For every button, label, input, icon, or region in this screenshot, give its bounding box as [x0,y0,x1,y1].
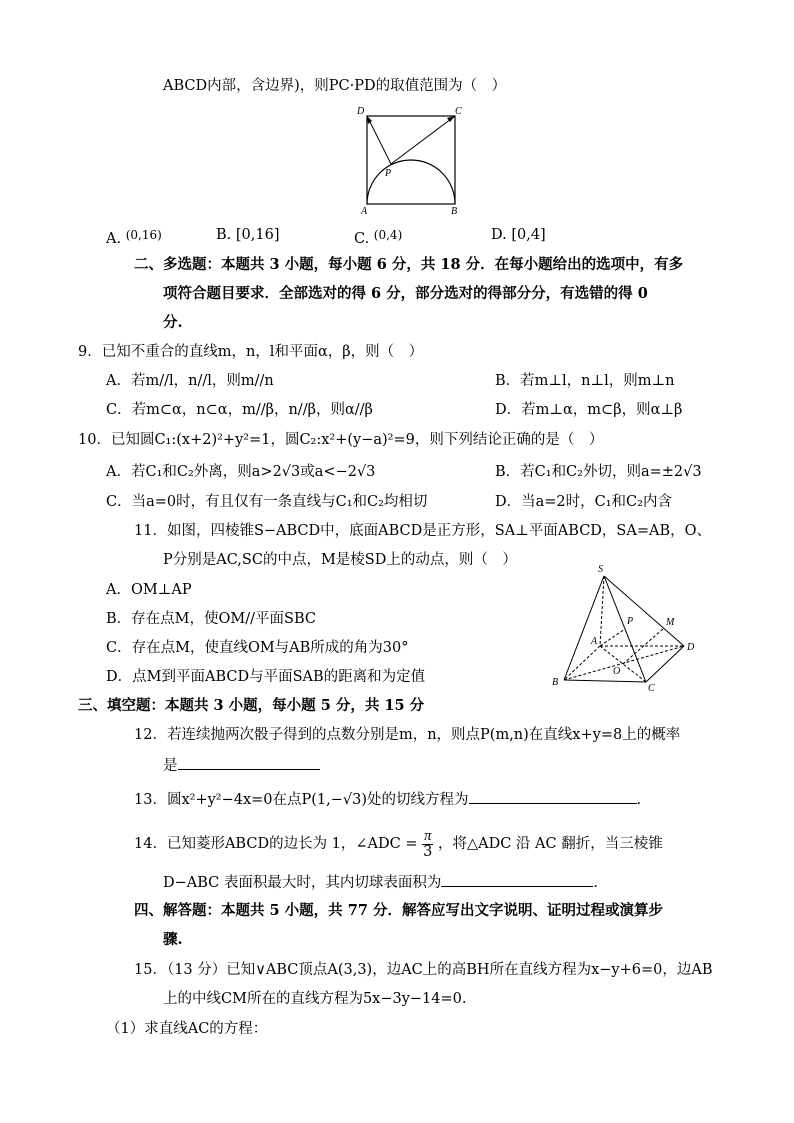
label-b: B [552,677,559,688]
q8-option-a: A. $^{(0,16)}$ [106,228,162,247]
q11-line2: P分别是AC,SC的中点，M是棱SD上的动点，则（ ） [163,552,517,568]
label-a: A [361,206,368,216]
section4-line1: 四、解答题：本题共 5 小题，共 77 分．解答应写出文字说明、证明过程或演算步 [134,902,663,919]
q9-option-a: A．若m//l，n//l，则m//n [106,373,274,389]
q11-option-b: B．存在点M，使OM//平面SBC [106,611,316,627]
q11-line1: 11．如图，四棱锥S−ABCD中，底面ABCD是正方形，SA⊥平面ABCD，SA=AB，O、 [134,523,711,539]
label-d: D [687,642,695,653]
q10-option-d: D．当a=2时，C₁和C₂内含 [495,494,672,510]
section2-line1: 二、多选题：本题共 3 小题，每小题 6 分，共 18 分．在每小题给出的选项中，有多 [134,256,684,273]
q9-stem: 9．已知不重合的直线m，n，l和平面α，β，则（ ） [78,344,424,360]
q8-option-d: D. [0,4] [491,227,546,243]
arrowhead-d [367,116,372,124]
semicircle-arc [367,160,455,204]
q11-option-d: D．点M到平面ABCD与平面SAB的距离和为定值 [106,669,426,685]
q15-line2: 上的中线CM所在的直线方程为5x−3y−14=0. [163,991,467,1007]
edge-bc [564,680,646,682]
q14-fraction: $\frac{\pi}{3}$ [423,827,433,860]
q12-answer-blank[interactable] [178,755,320,770]
q8-figure [355,104,467,216]
q9-option-c: C．若m⊂α，n⊂α，m//β，n//β，则α//β [106,402,373,418]
q11-pyramid-figure [548,560,708,692]
q10-option-c: C．当a=0时，有且仅有一条直线与C₁和C₂均相切 [106,494,428,510]
q8-option-c: C. $^{(0,4)}$ [354,228,403,247]
q12-line1: 12．若连续抛两次骰子得到的点数分别是m，n，则点P(m,n)在直线x+y=8上的概率 [134,727,681,743]
label-p: P [627,616,634,627]
segment-pc [391,116,455,164]
label-c: C [648,683,655,692]
edge-sa [600,576,604,646]
q11-option-a: A．OM⊥AP [106,582,192,598]
label-o: O [613,666,621,677]
section2-line2: 项符合题目要求．全部选对的得 6 分，部分选对的得部分分，有选错的得 0 [163,285,648,302]
q10-option-b: B．若C₁和C₂外切，则a=±2√3 [495,464,702,480]
q9-option-b: B．若m⊥l，n⊥l，则m⊥n [495,373,675,389]
q14-answer-blank[interactable] [441,872,593,887]
label-b: B [451,206,458,216]
q13-answer-blank[interactable] [469,789,637,804]
q15-line1: 15．（13 分）已知∨ABC顶点A(3,3)，边AC上的高BH所在直线方程为x−y+6=0，边AB [134,962,713,978]
label-s: S [598,564,603,575]
q8-option-b: B. [0,16] [216,227,280,243]
edge-sd [604,576,684,646]
section3-title: 三、填空题：本题共 3 小题，每小题 5 分，共 15 分 [78,697,425,714]
q10-stem: 10．已知圆C₁:(x+2)²+y²=1，圆C₂:x²+(y−a)²=9，则下列结论正确的是（ ） [78,432,604,448]
segment-ap [600,629,625,646]
section4-line2: 骤. [163,931,183,948]
q14-line2: D−ABC 表面积最大时，其内切球表面积为 . [163,872,598,893]
q8-stem-tail: ABCD内部，含边界)，则PC·PD的取值范围为（ ） [163,78,507,94]
q10-option-a: A．若C₁和C₂外离，则a>2√3或a<−2√3 [106,464,376,480]
section2-line3: 分. [163,314,183,331]
label-a: A [591,636,598,647]
q13-line: 13．圆x²+y²−4x=0在点P(1,−√3)处的切线方程为 . [134,789,641,810]
label-c: C [455,106,462,117]
label-d: D [357,106,365,117]
segment-pd [367,116,391,164]
edge-cd [646,646,684,682]
q11-option-c: C．存在点M，使直线OM与AB所成的角为30° [106,640,409,656]
edge-sb [564,576,604,680]
q15-sub1: （1）求直线AC的方程： [106,1021,268,1037]
q12-line2: 是 [163,755,320,776]
label-m: M [666,617,675,628]
edge-ab [564,646,600,680]
label-p: P [385,168,392,179]
q9-option-d: D．若m⊥α，m⊂β，则α⊥β [495,402,683,418]
q14-line1: 14．已知菱形ABCD的边长为 1，∠ADC = $\frac{\pi}{3}$ ，将△ADC 沿 AC 翻折，当三棱锥 [134,827,663,860]
